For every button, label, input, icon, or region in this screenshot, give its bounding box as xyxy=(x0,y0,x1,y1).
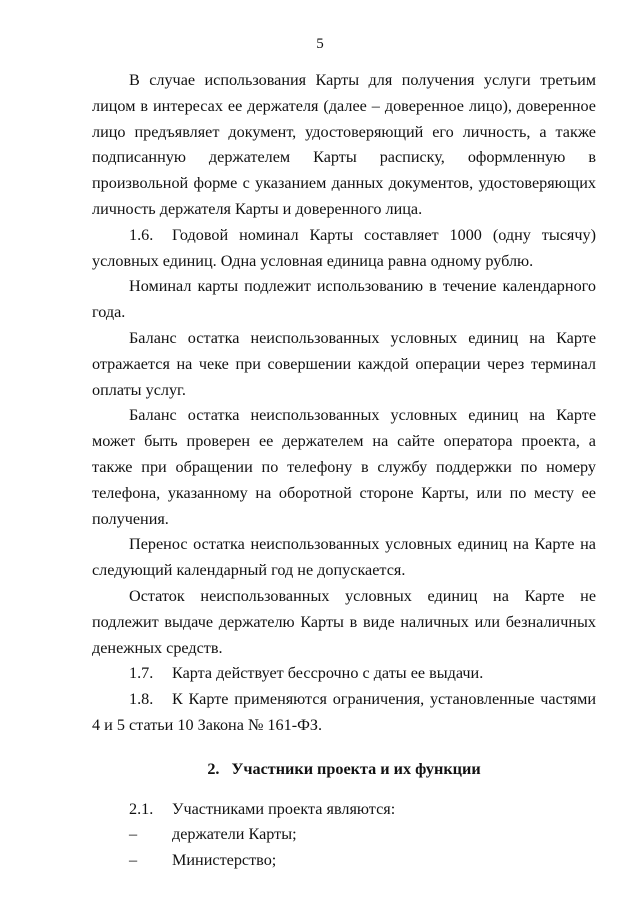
list-marker: – xyxy=(129,851,138,870)
section-number: 2. xyxy=(207,759,220,778)
clause-1-7 xyxy=(92,661,596,687)
section-title: Участники проекта и их функции xyxy=(231,759,481,778)
list-item-text: Министерство; xyxy=(172,851,277,870)
clause-number: 1.6. xyxy=(129,225,154,244)
clause-1-8 xyxy=(92,687,596,739)
clause-1-6 xyxy=(92,223,596,275)
clause-number: 1.8. xyxy=(129,690,154,709)
clause-text: Годовой номинал Карты составляет 1000 (одну тысячу) условных единиц. Одна условная единица равна одному рублю. xyxy=(92,225,596,270)
clause-text: Карта действует бессрочно с даты ее выдачи. xyxy=(172,664,484,683)
list-item-text: держатели Карты; xyxy=(172,825,297,844)
clause-2-1 xyxy=(92,797,596,823)
clause-number: 2.1. xyxy=(129,799,154,818)
document-body xyxy=(92,68,596,874)
paragraph-balance-check: Баланс остатка неиспользованных условных единиц на Карте может быть проверен ее держателем на сайте оператора проекта, а также при обращении по телефону в службу поддержки по номеру телефона, указанному на оборотной стороне Карты, или по месту ее получения. xyxy=(92,406,596,528)
clause-number: 1.7. xyxy=(129,664,154,683)
list-item xyxy=(92,848,596,874)
paragraph-nominal-usage: Номинал карты подлежит использованию в течение календарного года. xyxy=(92,277,596,322)
list-marker: – xyxy=(129,825,138,844)
clause-text: Участниками проекта являются: xyxy=(172,799,396,818)
page-number: 5 xyxy=(316,36,324,52)
paragraph-balance-receipt: Баланс остатка неиспользованных условных единиц на Карте отражается на чеке при совершении каждой операции через терминал оплаты услуг. xyxy=(92,328,596,399)
list-item xyxy=(92,822,596,848)
paragraph-proxy-use: В случае использования Карты для получения услуги третьим лицом в интересах ее держателя (далее – доверенное лицо), доверенное лицо предъявляет документ, удостоверяющий его личность, а также подписанную держателем Карты расписку, оформленную в произвольной форме с указанием данных документов, удостоверяющих личность держателя Карты и доверенного лица. xyxy=(92,71,596,218)
section-heading-2 xyxy=(92,757,596,783)
paragraph-no-cash-out: Остаток неиспользованных условных единиц на Карте не подлежит выдаче держателю Карты в виде наличных или безналичных денежных средств. xyxy=(92,586,596,657)
paragraph-no-carryover: Перенос остатка неиспользованных условных единиц на Карте на следующий календарный год не допускается. xyxy=(92,535,596,580)
clause-text: К Карте применяются ограничения, установленные частями 4 и 5 статьи 10 Закона № 161-ФЗ. xyxy=(92,690,596,734)
